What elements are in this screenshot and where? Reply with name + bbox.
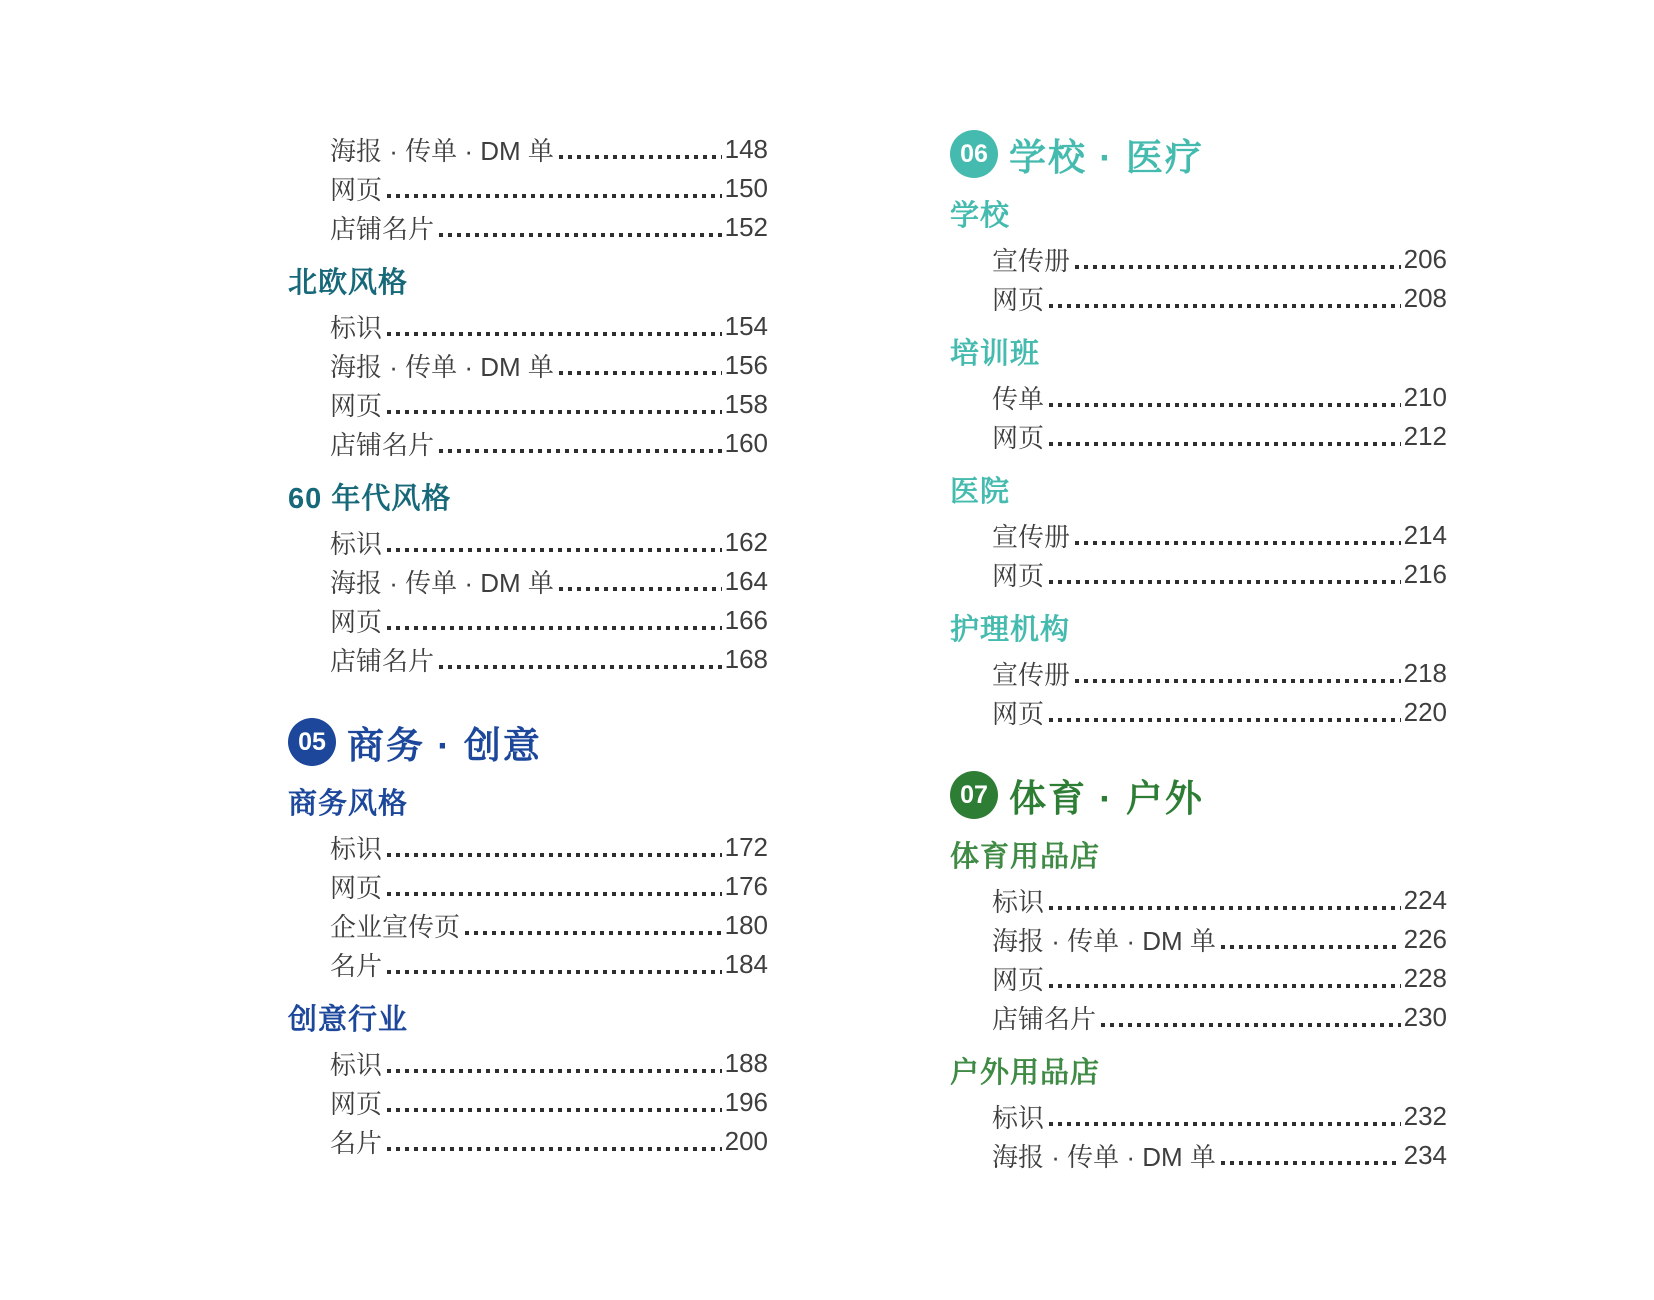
dot-leader (465, 931, 722, 935)
dot-leader (387, 892, 722, 896)
entry-page-number: 216 (1403, 559, 1447, 589)
section-title: 体育用品店 (950, 841, 1101, 873)
entry-page-number: 230 (1403, 1002, 1447, 1032)
section-title: 医院 (950, 476, 1011, 508)
dot-leader (559, 587, 722, 591)
entry-page-number: 196 (724, 1087, 768, 1117)
dot-leader (1049, 1122, 1401, 1126)
dot-leader (439, 665, 722, 669)
toc-entry (288, 523, 768, 562)
entry-page-number: 148 (724, 134, 768, 164)
entry-page-number: 156 (724, 350, 768, 380)
entry-label: 标识 (330, 834, 383, 864)
entry-page-number: 150 (724, 173, 768, 203)
dot-leader (387, 970, 722, 974)
chapter-number-badge: 05 (288, 718, 336, 766)
entry-page-number: 184 (724, 949, 768, 979)
entry-label: 网页 (992, 423, 1045, 453)
section-title: 商务风格 (288, 788, 409, 820)
entry-label: 企业宣传页 (330, 912, 461, 942)
section-title: 护理机构 (950, 614, 1071, 646)
chapter-title: 商务 · 创意 (347, 725, 542, 766)
dot-leader (387, 1147, 722, 1151)
entry-page-number: 232 (1403, 1101, 1447, 1131)
toc-entry (950, 693, 1447, 732)
dot-leader (387, 853, 722, 857)
entry-page-number: 224 (1403, 885, 1447, 915)
toc-entry (950, 920, 1447, 959)
toc-entry (288, 867, 768, 906)
entry-page-number: 160 (724, 428, 768, 458)
entry-label: 网页 (330, 175, 383, 205)
chapter-title: 学校 · 医疗 (1009, 137, 1204, 178)
chapter-heading (950, 768, 1447, 822)
entry-page-number: 164 (724, 566, 768, 596)
entry-page-number: 180 (724, 910, 768, 940)
dot-leader (1075, 541, 1401, 545)
chapter-number-badge: 07 (950, 771, 998, 819)
toc-entry (950, 998, 1447, 1037)
dot-leader (1101, 1023, 1401, 1027)
dot-leader (439, 449, 722, 453)
entry-label: 海报 · 传单 · DM 单 (992, 1142, 1216, 1172)
entry-page-number: 158 (724, 389, 768, 419)
toc-entry (950, 516, 1447, 555)
toc-entry (288, 1044, 768, 1083)
toc-entry (288, 385, 768, 424)
toc-entry (288, 1122, 768, 1161)
toc-entry (950, 240, 1447, 279)
toc-entry (950, 417, 1447, 456)
toc-column-right (950, 127, 1447, 1175)
entry-page-number: 208 (1403, 283, 1447, 313)
entry-label: 网页 (992, 285, 1045, 315)
toc-entry (288, 130, 768, 169)
section-title: 创意行业 (288, 1004, 409, 1036)
entry-label: 海报 · 传单 · DM 单 (330, 352, 554, 382)
entry-label: 网页 (330, 607, 383, 637)
chapter-heading (950, 127, 1447, 181)
entry-page-number: 176 (724, 871, 768, 901)
entry-page-number: 218 (1403, 658, 1447, 688)
dot-leader (387, 1108, 722, 1112)
toc-entry (950, 881, 1447, 920)
entry-label: 店铺名片 (330, 430, 435, 460)
dot-leader (1221, 1161, 1401, 1165)
toc-entry (288, 906, 768, 945)
entry-page-number: 206 (1403, 244, 1447, 274)
toc-entry (288, 307, 768, 346)
section-title: 户外用品店 (950, 1057, 1101, 1089)
entry-label: 海报 · 传单 · DM 单 (330, 568, 554, 598)
toc-entry (288, 1083, 768, 1122)
entry-page-number: 226 (1403, 924, 1447, 954)
entry-label: 名片 (330, 1128, 383, 1158)
toc-entry (288, 562, 768, 601)
dot-leader (1049, 906, 1401, 910)
entry-label: 标识 (330, 529, 383, 559)
entry-page-number: 214 (1403, 520, 1447, 550)
dot-leader (1075, 265, 1401, 269)
toc-entry (950, 279, 1447, 318)
toc-column-left (288, 130, 768, 1161)
entry-label: 店铺名片 (330, 214, 435, 244)
entry-label: 店铺名片 (330, 646, 435, 676)
entry-page-number: 200 (724, 1126, 768, 1156)
dot-leader (1049, 304, 1401, 308)
toc-entry (950, 555, 1447, 594)
entry-label: 网页 (992, 965, 1045, 995)
entry-label: 传单 (992, 384, 1045, 414)
entry-label: 海报 · 传单 · DM 单 (992, 926, 1216, 956)
dot-leader (387, 626, 722, 630)
toc-entry (950, 378, 1447, 417)
entry-label: 标识 (992, 1103, 1045, 1133)
dot-leader (559, 155, 722, 159)
entry-page-number: 212 (1403, 421, 1447, 451)
toc-entry (288, 424, 768, 463)
section-title: 60 年代风格 (288, 483, 452, 515)
entry-label: 宣传册 (992, 660, 1071, 690)
toc-entry (288, 169, 768, 208)
entry-page-number: 154 (724, 311, 768, 341)
toc-entry (288, 346, 768, 385)
section-title: 培训班 (950, 338, 1041, 370)
entry-label: 宣传册 (992, 246, 1071, 276)
entry-label: 海报 · 传单 · DM 单 (330, 136, 554, 166)
entry-label: 标识 (330, 1050, 383, 1080)
section-title: 学校 (950, 200, 1011, 232)
dot-leader (1221, 945, 1401, 949)
dot-leader (1049, 718, 1401, 722)
entry-label: 网页 (330, 873, 383, 903)
toc-entry (288, 601, 768, 640)
entry-page-number: 188 (724, 1048, 768, 1078)
entry-page-number: 152 (724, 212, 768, 242)
section-title: 北欧风格 (288, 267, 409, 299)
toc-entry (288, 208, 768, 247)
toc-entry (288, 640, 768, 679)
dot-leader (1049, 984, 1401, 988)
dot-leader (1049, 403, 1401, 407)
entry-page-number: 220 (1403, 697, 1447, 727)
toc-entry (950, 1097, 1447, 1136)
toc-entry (288, 828, 768, 867)
toc-entry (950, 959, 1447, 998)
dot-leader (559, 371, 722, 375)
chapter-number-badge: 06 (950, 130, 998, 178)
entry-page-number: 162 (724, 527, 768, 557)
dot-leader (439, 233, 722, 237)
dot-leader (387, 548, 722, 552)
dot-leader (387, 410, 722, 414)
toc-entry (950, 654, 1447, 693)
entry-label: 标识 (992, 887, 1045, 917)
chapter-heading (288, 715, 768, 769)
entry-label: 名片 (330, 951, 383, 981)
dot-leader (387, 332, 722, 336)
entry-page-number: 168 (724, 644, 768, 674)
entry-label: 标识 (330, 313, 383, 343)
toc-entry (950, 1136, 1447, 1175)
entry-page-number: 234 (1403, 1140, 1447, 1170)
entry-label: 网页 (992, 699, 1045, 729)
dot-leader (387, 1069, 722, 1073)
dot-leader (387, 194, 722, 198)
dot-leader (1075, 679, 1401, 683)
toc-entry (288, 945, 768, 984)
entry-page-number: 210 (1403, 382, 1447, 412)
entry-label: 宣传册 (992, 522, 1071, 552)
entry-page-number: 166 (724, 605, 768, 635)
entry-label: 网页 (992, 561, 1045, 591)
dot-leader (1049, 442, 1401, 446)
entry-label: 网页 (330, 391, 383, 421)
entry-label: 网页 (330, 1089, 383, 1119)
entry-page-number: 228 (1403, 963, 1447, 993)
chapter-title: 体育 · 户外 (1009, 778, 1204, 819)
entry-page-number: 172 (724, 832, 768, 862)
entry-label: 店铺名片 (992, 1004, 1097, 1034)
dot-leader (1049, 580, 1401, 584)
